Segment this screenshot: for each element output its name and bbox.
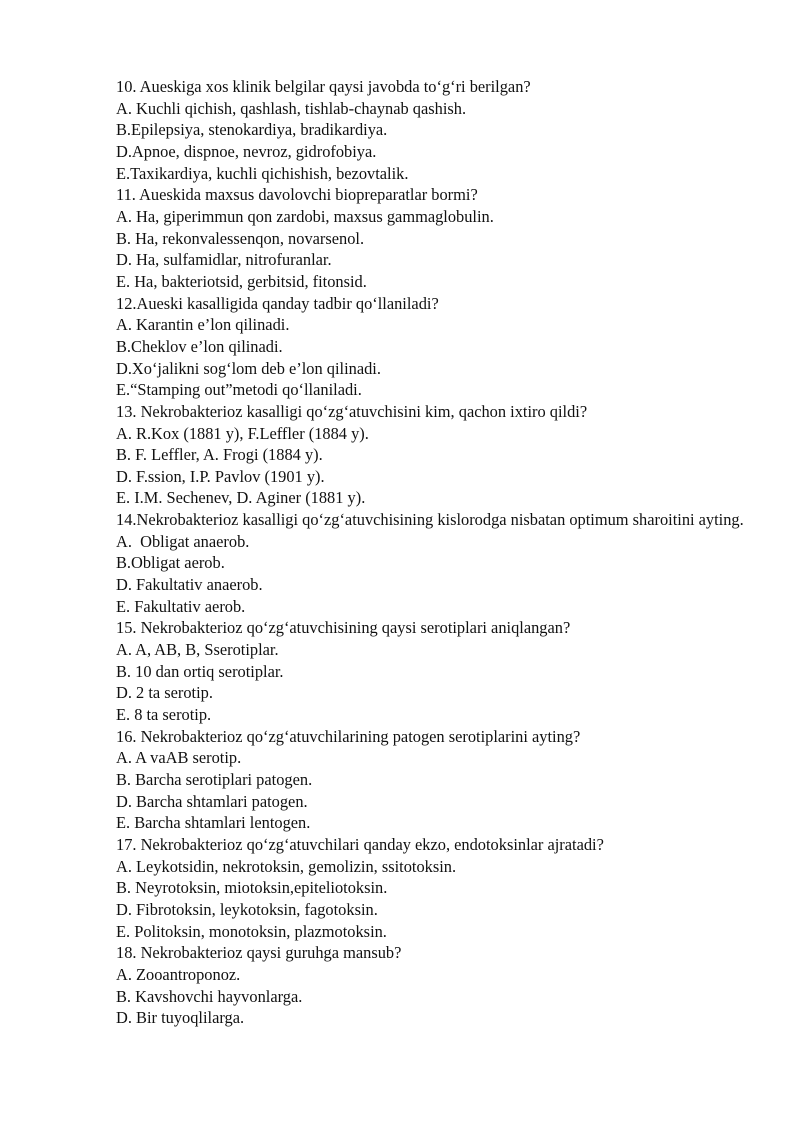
question-block bbox=[116, 726, 744, 834]
answer-option: B.Epilepsiya, stenokardiya, bradikardiya. bbox=[116, 120, 388, 140]
answer-option: B.Cheklov e’lon qilinadi. bbox=[116, 336, 283, 356]
question-block bbox=[116, 76, 744, 184]
answer-option: A. Zooantroponoz. bbox=[116, 964, 241, 984]
question-text: 13. Nekrobakterioz kasalligi qo‘zg‘atuvchisini kim, qachon ixtiro qildi? bbox=[116, 401, 588, 421]
question-text: 12.Aueski kasalligida qanday tadbir qo‘llaniladi? bbox=[116, 293, 439, 313]
question-text: 10. Aueskiga xos klinik belgilar qaysi javobda to‘g‘ri berilgan? bbox=[116, 77, 531, 96]
answer-option: D. Fakultativ anaerob. bbox=[116, 575, 263, 595]
answer-option: D. 2 ta serotip. bbox=[116, 683, 213, 703]
answer-option: D. Ha, sulfamidlar, nitrofuranlar. bbox=[116, 250, 332, 270]
answer-option: D. Fibrotoksin, leykotoksin, fagotoksin. bbox=[116, 899, 378, 919]
question-block bbox=[116, 617, 744, 725]
answer-option: D.Apnoe, dispnoe, nevroz, gidrofobiya. bbox=[116, 141, 377, 161]
question-block bbox=[116, 401, 744, 509]
answer-option: D. F.ssion, I.P. Pavlov (1901 y). bbox=[116, 466, 325, 486]
answer-option: A. Karantin e’lon qilinadi. bbox=[116, 315, 290, 335]
answer-option: B. F. Leffler, A. Frogi (1884 y). bbox=[116, 445, 323, 465]
answer-option: D.Xo‘jalikni sog‘lom deb e’lon qilinadi. bbox=[116, 358, 381, 378]
question-text: 15. Nekrobakterioz qo‘zg‘atuvchisining qaysi serotiplari aniqlangan? bbox=[116, 618, 571, 638]
question-block bbox=[116, 293, 744, 401]
question-text: 18. Nekrobakterioz qaysi guruhga mansub? bbox=[116, 943, 402, 963]
answer-option: A. R.Kox (1881 y), F.Leffler (1884 y). bbox=[116, 423, 369, 443]
answer-option: E. Ha, bakteriotsid, gerbitsid, fitonsid. bbox=[116, 271, 367, 291]
question-block bbox=[116, 942, 744, 1029]
answer-option: D. Bir tuyoqlilarga. bbox=[116, 1008, 245, 1028]
answer-option: A. A, AB, B, Sserotiplar. bbox=[116, 640, 279, 660]
answer-option: B.Obligat aerob. bbox=[116, 553, 225, 573]
answer-option: D. Barcha shtamlari patogen. bbox=[116, 791, 308, 811]
answer-option: E. 8 ta serotip. bbox=[116, 705, 212, 725]
answer-option: E. Barcha shtamlari lentogen. bbox=[116, 813, 311, 833]
question-block bbox=[116, 184, 744, 292]
answer-option: E. Fakultativ aerob. bbox=[116, 596, 246, 616]
answer-option: E.“Stamping out”metodi qo‘llaniladi. bbox=[116, 380, 362, 400]
answer-option: A. Obligat anaerob. bbox=[116, 531, 250, 551]
answer-option: E. I.M. Sechenev, D. Aginer (1881 y). bbox=[116, 488, 366, 508]
answer-option: B. Ha, rekonvalessenqon, novarsenol. bbox=[116, 228, 365, 248]
answer-option: B. 10 dan ortiq serotiplar. bbox=[116, 661, 284, 681]
question-list bbox=[116, 76, 744, 1029]
answer-option: A. Leykotsidin, nekrotoksin, gemolizin, ssitotoksin. bbox=[116, 856, 457, 876]
question-block bbox=[116, 509, 744, 617]
answer-option: E. Politoksin, monotoksin, plazmotoksin. bbox=[116, 921, 387, 941]
question-block bbox=[116, 834, 744, 942]
answer-option: A. A vaAB serotip. bbox=[116, 748, 242, 768]
question-text: 17. Nekrobakterioz qo‘zg‘atuvchilari qanday ekzo, endotoksinlar ajratadi? bbox=[116, 834, 604, 854]
answer-option: A. Kuchli qichish, qashlash, tishlab-chaynab qashish. bbox=[116, 98, 467, 118]
question-text: 16. Nekrobakterioz qo‘zg‘atuvchilarining patogen serotiplarini ayting? bbox=[116, 726, 581, 746]
answer-option: B. Barcha serotiplari patogen. bbox=[116, 770, 313, 789]
answer-option: B. Kavshovchi hayvonlarga. bbox=[116, 986, 303, 1006]
answer-option: B. Neyrotoksin, miotoksin,epiteliotoksin. bbox=[116, 878, 388, 898]
question-text: 14.Nekrobakterioz kasalligi qo‘zg‘atuvchisining kislorodga nisbatan optimum sharoitini ayting. bbox=[116, 510, 744, 530]
question-text: 11. Aueskida maxsus davolovchi biopreparatlar bormi? bbox=[116, 185, 478, 205]
answer-option: E.Taxikardiya, kuchli qichishish, bezovtalik. bbox=[116, 163, 409, 183]
answer-option: A. Ha, giperimmun qon zardobi, maxsus gammaglobulin. bbox=[116, 206, 494, 226]
